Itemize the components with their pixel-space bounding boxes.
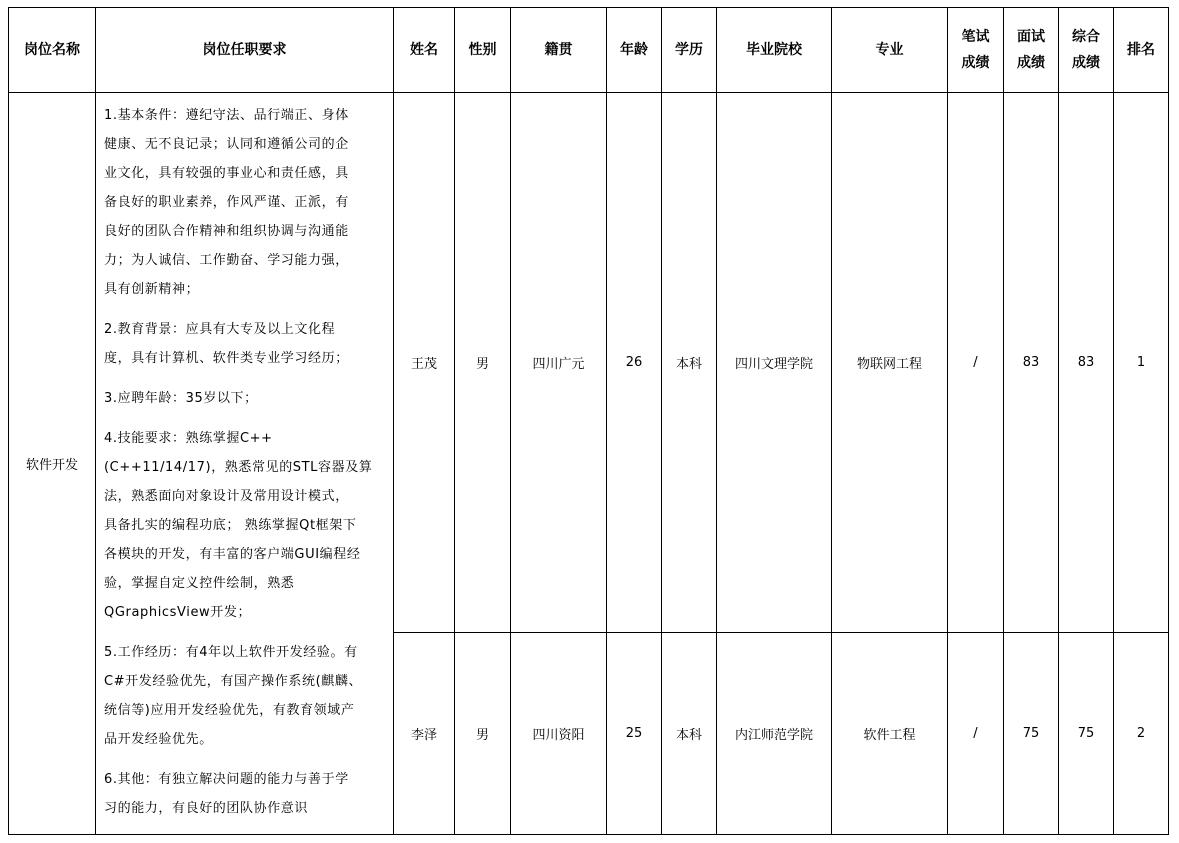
requirement-3: 3.应聘年龄：35岁以下；	[104, 391, 258, 406]
name-cell: 李泽	[394, 633, 455, 835]
age-cell: 25	[607, 633, 662, 835]
requirement-5: 5.工作经历：有4年以上软件开发经验。有 C#开发经验优先，有国产操作系统(麒麟、 统信等)应用开发经验优先，有教育领域产 品开发经验优先。	[104, 645, 363, 747]
rank-cell: 2	[1114, 633, 1169, 835]
header-written: 笔试 成绩	[948, 8, 1004, 93]
hometown-cell: 四川广元	[511, 93, 607, 633]
header-education: 学历	[662, 8, 717, 93]
table-row	[9, 93, 1169, 633]
major-cell: 软件工程	[832, 633, 948, 835]
header-total: 综合 成绩	[1059, 8, 1114, 93]
header-name: 姓名	[394, 8, 455, 93]
results-table	[8, 7, 1169, 835]
header-major: 专业	[832, 8, 948, 93]
header-interview: 面试 成绩	[1004, 8, 1059, 93]
name-cell: 王茂	[394, 93, 455, 633]
requirement-6: 6.其他：有独立解决问题的能力与善于学 习的能力，有良好的团队协作意识	[104, 772, 349, 816]
header-school: 毕业院校	[717, 8, 832, 93]
rank-cell: 1	[1114, 93, 1169, 633]
position-cell: 软件开发	[9, 93, 96, 835]
header-hometown: 籍贯	[511, 8, 607, 93]
written-cell: /	[948, 633, 1004, 835]
written-cell: /	[948, 93, 1004, 633]
total-cell: 83	[1059, 93, 1114, 633]
header-gender: 性别	[455, 8, 511, 93]
requirement-1: 1.基本条件：遵纪守法、品行端正、身体 健康、无不良记录；认同和遵循公司的企 业文化，具有较强的事业心和责任感，具 备良好的职业素养，作风严谨、正派，有 良好的团队合作精神和组织协调与沟通能 力；为人诚信、工作勤奋、学习能力强， 具有创新精神；	[104, 108, 349, 297]
education-cell: 本科	[662, 633, 717, 835]
header-requirements: 岗位任职要求	[96, 8, 394, 93]
gender-cell: 男	[455, 93, 511, 633]
school-cell: 四川文理学院	[717, 93, 832, 633]
total-cell: 75	[1059, 633, 1114, 835]
requirement-2: 2.教育背景：应具有大专及以上文化程 度，具有计算机、软件类专业学习经历；	[104, 322, 349, 366]
school-cell: 内江师范学院	[717, 633, 832, 835]
gender-cell: 男	[455, 633, 511, 835]
header-age: 年龄	[607, 8, 662, 93]
hometown-cell: 四川资阳	[511, 633, 607, 835]
requirement-4: 4.技能要求：熟练掌握C++ (C++11/14/17)，熟悉常见的STL容器及算 法，熟悉面向对象设计及常用设计模式， 具备扎实的编程功底； 熟练掌握Qt框架下 各模块的开发，有丰富的客户端GUI编程经 验，掌握自定义控件绘制，熟悉 QGraphicsView开发；	[104, 431, 373, 620]
education-cell: 本科	[662, 93, 717, 633]
header-rank: 排名	[1114, 8, 1169, 93]
interview-cell: 83	[1004, 93, 1059, 633]
header-row	[9, 8, 1169, 93]
requirements-cell	[96, 93, 394, 835]
major-cell: 物联网工程	[832, 93, 948, 633]
age-cell: 26	[607, 93, 662, 633]
interview-cell: 75	[1004, 633, 1059, 835]
header-position: 岗位名称	[9, 8, 96, 93]
